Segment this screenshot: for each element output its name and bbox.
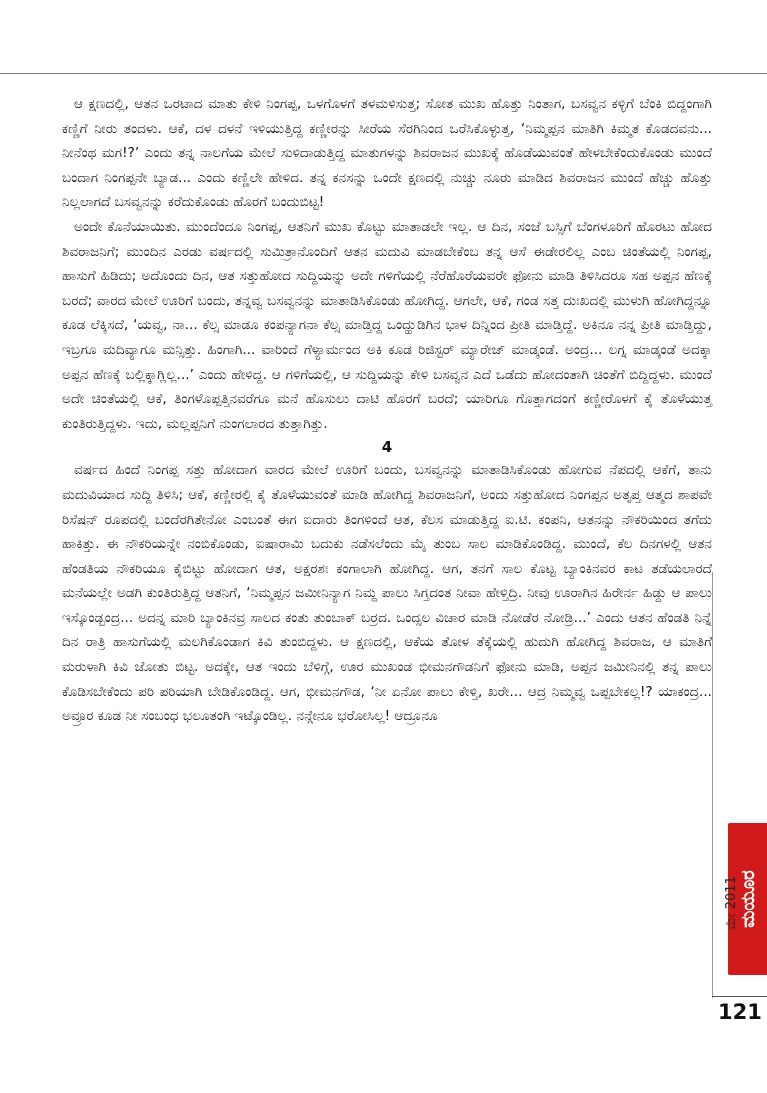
paragraph: ಅಂದೇ ಕೊನೆಯಾಯಿತು. ಮುಂದೆಂದೂ ನಿಂಗಪ್ಪ, ಆತನಿಗೆ ಮುಖ ಕೊಟ್ಟು ಮಾತಾಡಲೇ ಇಲ್ಲ. ಆ ದಿನ, ಸಂಜೆ ಬಸ್ಸಿಗೆ ಬೆಂಗಳೂರಿಗೆ ಹೊರಟು ಹೋದ ಶಿವರಾಜನಿಗೆ; ಮುಂದಿನ ಎರಡು ವರ್ಷದಲ್ಲಿ ಸುಮಿತ್ರಾನೊಂದಿಗೆ ಆತನ ಮದುವಿ ಮಾಡಬೇಕೆಂಬ ತನ್ನ ಆಸೆ ಈಡೇರಲಿಲ್ಲ ಎಂಬ ಚಿಂತೆಯಲ್ಲಿ ನಿಂಗಪ್ಪ, ಹಾಸುಗೆ ಹಿಡಿದು; ಅದೊಂದು ದಿನ, ಆತ ಸತ್ತುಹೋದ ಸುದ್ದಿಯನ್ನು ಅದೇ ಗಳಿಗೆಯಲ್ಲಿ ನೆರೆಹೊರೆಯವರೇ ಫೋನು ಮಾಡಿ ತಿಳಿಸಿದರೂ ಸಹ ಅಪ್ಪನ ಹೆಣಕ್ಕೆ ಬರದೆ; ವಾರದ ಮೇಲೆ ಊರಿಗೆ ಬಂದು, ತನ್ನವ್ವ ಬಸವ್ವನನ್ನು ಮಾತಾಡಿಸಿಕೊಂಡು ಹೋಗಿದ್ದ. ಆಗಲೇ, ಆಕೆ, ಗಂಡ ಸತ್ತ ದುಃಖದಲ್ಲಿ ಮುಳುಗಿ ಹೋಗಿದ್ದನ್ನೂ ಕೂಡ ಲೆಕ್ಕಿಸದೆ, ‘ಯವ್ವ, ನಾ... ಕೆಲ್ಸ ಮಾಡೂ ಕಂಪನ್ಯಾಗನಾ ಕೆಲ್ಸ ಮಾಡ್ತಿದ್ದ ಒಂದ್ಹುಡಿಗಿನ ಭಾಳ ದಿನ್ನಿಂದ ಪ್ರೀತಿ ಮಾಡ್ತಿದ್ದೆ. ಅಕಿನೂ ನನ್ನ ಪ್ರೀತಿ ಮಾಡ್ತಿದ್ದು, ಇಬ್ರಗೂ ಮದಿವ್ಯಾಗೂ ಮನ್ಸಿತ್ತು. ಹಿಂಗಾಗಿ... ವಾರಿಂದೆ ಗೆಳ್ಯಾರ್ಮಂದ ಅಕಿ ಕೂಡ ರಿಜಿಸ್ಟರ್ ಮ್ಯಾರೇಜ್ ಮಾಡ್ಕಂಡೆ. ಅಂದ್ರ... ಲಗ್ನ ಮಾಡ್ಕಂಡೆ ಅದಕ್ಕಾ ಅಪ್ಪನ ಹೆಣಕ್ಕೆ ಬಲ್ಲಿಕ್ಕಾಗ್ಲಿಲ್ಲ...’ ಎಂದು ಹೇಳಿದ್ದ. ಆ ಗಳಿಗೆಯಲ್ಲಿ, ಆ ಸುದ್ದಿಯನ್ನು ಕೇಳಿ ಬಸವ್ವನ ಎದೆ ಒಡೆದು ಹೋದಂತಾಗಿ ಚಿಂತೆಗೆ ಬಿದ್ದಿದ್ದಳು. ಮುಂದೆ ಅದೇ ಚಿಂತೆಯಲ್ಲಿ ಆಕೆ, ತಿಂಗಳೊಪ್ಪತ್ತಿನವರೆಗೂ ಮನೆ ಹೊಸುಲು ದಾಟಿ ಹೊರಗೆ ಬರದೆ; ಯಾರಿಗೂ ಗೊತ್ತಾಗದಂಗೆ ಕಣ್ಣೀರೊಳಗೆ ಕೈ ತೊಳೆಯುತ್ತ ಕುಂತಿರುತ್ತಿದ್ದಳು. ಇದು, ಮಲ್ಲಪ್ಪನಿಗೆ ನುಂಗಲಾರದ ತುತ್ತಾಗಿತ್ತು. <box>62 218 712 432</box>
side-divider <box>712 572 713 998</box>
top-divider <box>0 73 767 74</box>
page-number: 121 <box>718 1000 762 1024</box>
paragraph: ವರ್ಷದ ಹಿಂದೆ ನಿಂಗಪ್ಪ ಸತ್ತು ಹೋದಾಗ ವಾರದ ಮೇಲೆ ಊರಿಗೆ ಬಂದು, ಬಸವ್ವನನ್ನು ಮಾತಾಡಿಸಿಕೊಂಡು ಹೋಗುವ ನೆಪದಲ್ಲಿ ಆಕೆಗೆ, ತಾನು ಮದುವಿಯಾದ ಸುದ್ದಿ ತಿಳಿಸಿ; ಆಕೆ, ಕಣ್ಣೀರಲ್ಲಿ ಕೈ ತೊಳೆಯುವಂತೆ ಮಾಡಿ ಹೋಗಿದ್ದ ಶಿವರಾಜನಿಗೆ, ಅಂದು ಸತ್ತುಹೋದ ನಿಂಗಪ್ಪನ ಅತೃಪ್ತ ಆತ್ಮದ ಶಾಪವೇ ರಿಸೆಷನ್ ರೂಪದಲ್ಲಿ ಬಂದೆರಗಿತೇನೋ ಎಂಬಂತೆ ಈಗ ಐದಾರು ತಿಂಗಳಿಂದೆ ಆತ, ಕೆಲಸ ಮಾಡುತ್ತಿದ್ದ ಐ.ಟಿ. ಕಂಪನಿ, ಆತನನ್ನು ನೌಕರಿಯಿಂದ ತಗೆದು ಹಾಕಿತ್ತು. ಈ ನೌಕರಿಯನ್ನೇ ನಂಬಿಕೊಂಡು, ಐಷಾರಾಮಿ ಬದುಕು ನಡೆಸಲೆಂದು ಮೈ ತುಂಬ ಸಾಲ ಮಾಡಿಕೊಂಡಿದ್ದ. ಮುಂದೆ, ಕೆಲ ದಿನಗಳಲ್ಲಿ ಆತನ ಹೆಂಡತಿಯ ನೌಕರಿಯೂ ಕೈಬಿಟ್ಟು ಹೋದಾಗ ಆತ, ಅಕ್ಷರಶಃ ಕಂಗಾಲಾಗಿ ಹೋಗಿದ್ದ. ಆಗ, ತನಗೆ ಸಾಲ ಕೊಟ್ಟ ಬ್ಯಾಂಕಿನವರ ಕಾಟ ತಡೆಯಲಾರದೆ ಮನೆಯಲ್ಲೇ ಅಡಗಿ ಕುಂತಿರುತ್ತಿದ್ದ ಆತನಿಗೆ, ‘ನಿಮ್ಮಪ್ಪನ ಜಮೀನಿನ್ಯಾಗ ನಿಮ್ದ ಪಾಲು ಸಿಗ್ತದಂತ ನೀವಾ ಹೇಳ್ತಿದ್ರಿ. ನೀವು ಊರಾಗಿನ ಹಿರೇರ್ನ ಹಿಡ್ದು ಆ ಪಾಲು ಇಸ್ಕೊಂಡ್ಬಂದ್ರ... ಅದನ್ನ ಮಾರಿ ಬ್ಯಾಂಕಿನವ್ರ ಸಾಲದ ಕಂತು ತುಂಬಾಕ್ ಬರ್ರದ. ಒಂದ್ಸಲ ವಿಚಾರ ಮಾಡಿ ನೋಡೆರ ನೋಡ್ರಿ...’ ಎಂದು ಆತನ ಹೆಂಡತಿ ನಿನ್ನೆ ದಿನ ರಾತ್ರಿ ಹಾಸುಗೆಯಲ್ಲಿ ಮಲಗಿಕೊಂಡಾಗ ಕಿವಿ ತುಂಬಿದ್ದಳು. ಆ ಕ್ಷಣದಲ್ಲಿ, ಆಕೆಯ ತೋಳ ತೆಕ್ಕೆಯಲ್ಲಿ ಹುದುಗಿ ಹೋಗಿದ್ದ ಶಿವರಾಜ, ಆ ಮಾತಿಗೆ ಮರುಳಾಗಿ ಕಿವಿ ಜೋತು ಬಿಟ್ಟ. ಅದಕ್ಕೇ, ಆತ ಇಂದು ಬೆಳಿಗ್ಗೆ, ಊರ ಮುಖಂಡ ಭೀಮನಗೌಡನಿಗೆ ಫೋನು ಮಾಡಿ, ಅಪ್ಪನ ಜಮೀನಿನಲ್ಲಿ ತನ್ನ ಪಾಲು ಕೊಡಿಸಬೇಕೆಂದು ಪರಿ ಪರಿಯಾಗಿ ಬೇಡಿಕೊಂಡಿದ್ದ. ಆಗ, ಭೀಮನಗೌಡ, ‘ನೀ ಏನೋ ಪಾಲು ಕೇಳ್ತಿ, ಖರೇ... ಆದ್ರ ನಿಮ್ಮವ್ವ ಒಪ್ಪಬೇಕಲ್ಲ!? ಯಾಕಂದ್ರ... ಅವ್ರೂರ ಕೂಡ ನೀ ಸಂಬಂಧ ಭಲೂತಂಗಿ ಇಟ್ಕೊಂಡಿಲ್ಲ. ನನ್ಗೇನೂ ಭರೋಸಿಲ್ಲ! ಆದ್ರೂನೂ <box>62 462 712 725</box>
issue-date <box>724 840 764 930</box>
section-number: 4 <box>381 438 393 457</box>
footer-divider <box>712 996 767 997</box>
magazine-name: ಮಯೂರ <box>728 823 767 975</box>
article-body <box>62 92 712 729</box>
paragraph: ಆ ಕ್ಷಣದಲ್ಲಿ, ಆತನ ಒರಟಾದ ಮಾತು ಕೇಳಿ ನಿಂಗಪ್ಪ, ಒಳಗೊಳಗೆ ತಳಮಳಿಸುತ್ತ; ಸೋತ ಮುಖ ಹೊತ್ತು ನಿಂತಾಗ, ಬಸವ್ವನ ಕಳ್ಳಿಗೆ ಬೆಂಕಿ ಬಿದ್ದಂಗಾಗಿ ಕಣ್ಣಿಗೆ ನೀರು ತಂದಳು. ಆಕೆ, ದಳ ದಳನೆ ಇಳಿಯುತ್ತಿದ್ದ ಕಣ್ಣೀರನ್ನು ಸೀರೆಯ ಸೆರಗಿನಿಂದ ಒರೆಸಿಕೊಳ್ಳುತ್ತ, ‘ನಿಮ್ಮಪ್ಪನ ಮಾತಿಗಿ ಕಿಮ್ಮತ ಕೊಡದವನು... ನೀನೆಂಥ ಮಗ!?’ ಎಂದು ತನ್ನ ನಾಲಗೆಯ ಮೇಲೆ ಸುಳಿದಾಡುತ್ತಿದ್ದ ಮಾತುಗಳನ್ನು ಶಿವರಾಜನ ಮುಖಕ್ಕೆ ಹೊಡೆಯುವಂತೆ ಹೇಳಬೇಕೆಂದುಕೊಂಡು ಮುಂದೆ ಬಂದಾಗ ನಿಂಗಪ್ಪನೇ ಬ್ಯಾಡ... ಎಂದು ಕಣ್ಣಿಲೇ ಹೇಳಿದ. ತನ್ನ ಕನಸನ್ನು ಒಂದೇ ಕ್ಷಣದಲ್ಲಿ ನುಚ್ಚು ನೂರು ಮಾಡಿದ ಶಿವರಾಜನ ಮುಂದೆ ಹೆಚ್ಚು ಹೊತ್ತು ನಿಲ್ಲಲಾಗದೆ ಬಸವ್ವನನ್ನು ಕರೆದುಕೊಂಡು ಹೊರಗೆ ಬಂದುಬಿಟ್ಟ! <box>62 96 712 211</box>
issue-date-text: ಮೇ 2011 <box>724 876 739 930</box>
